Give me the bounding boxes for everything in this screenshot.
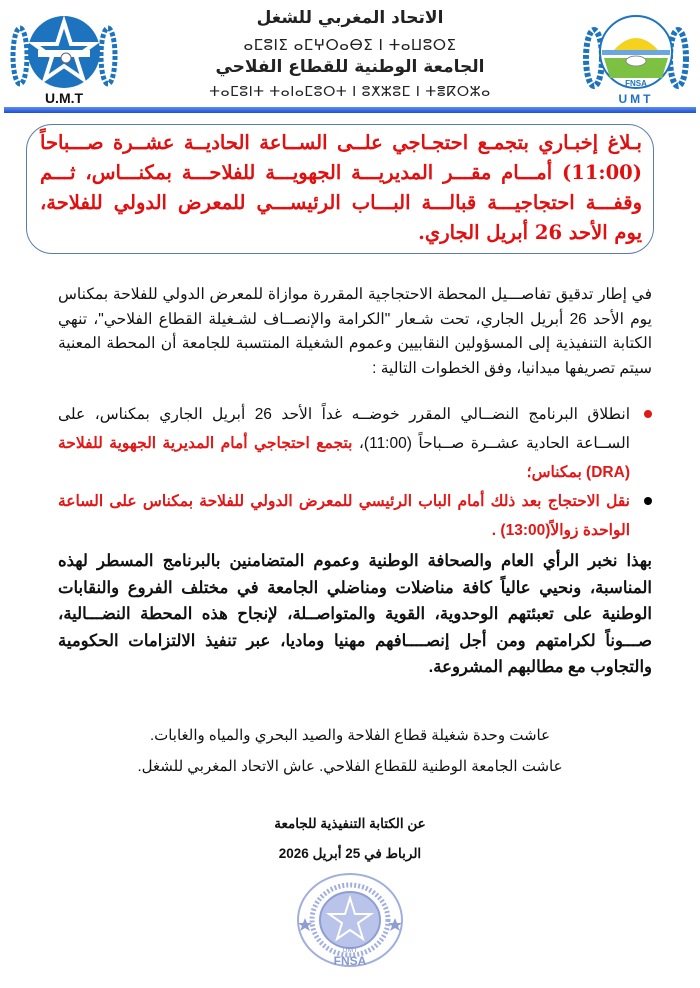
step-item <box>58 400 630 487</box>
stamp-umt-label: UMT <box>342 947 358 954</box>
federation-name-arabic: الجامعة الوطنية للقطاع الفلاحي <box>215 57 485 77</box>
federation-name-tifinagh: ⵜⴰⵎⵓⵏⵜ ⵜⴰⵏⴰⵎⵓⵔⵜ ⵏ ⵓⵅⵣⵓⵎ ⵏ ⵜⴻⴽⵔⵣⴰ <box>209 84 491 100</box>
step-highlight: نقل الاحتجاج بعد ذلك أمام الباب الرئيسي للمعرض الدولي للفلاحة بمكناس على الساعة الواحدة زوالاً(13:00) . <box>58 493 630 539</box>
bullet-icon <box>644 410 652 418</box>
intro-paragraph: في إطار تدقيق تفاصـــيل المحطة الاحتجاجية المقررة موازاة للمعرض الدولي للفلاحة بمكناس يوم الأحد 26 أبريل الجاري، تحت شـعار "الكرامة والإنصــاف لشـغيلة القطاع الفلاحي"، تنهي الكتابة التنفيذية إلى المسؤولين النقابيين وعموم الشغيلة المنتسبة للجامعة أن المحطة المعنية سيتم تصريفها ميدانيا، وفق الخطوات التالية : <box>58 286 652 377</box>
slogan-line: عاشت وحدة شغيلة قطاع الفلاحة والصيد البحري والمياه والغابات. <box>149 727 551 744</box>
fnsa-logo-label: FNSA <box>625 79 647 88</box>
step-highlight: بتجمع احتجاجي أمام المديرية الجهوية للفلاحة (DRA) بمكناس؛ <box>58 435 630 481</box>
signature-place-date: الرباط في 25 أبريل 2026 <box>278 846 422 861</box>
header-divider <box>4 107 696 113</box>
fnsa-logo-umt-label: UMT <box>618 92 654 106</box>
steps-list <box>58 400 630 545</box>
umt-logo-icon <box>8 6 120 106</box>
step-item <box>58 487 630 545</box>
slogan-line: عاشت الجامعة الوطنية للقطاع الفلاحي. عاش الاتحاد المغربي للشغل. <box>137 758 563 775</box>
announcement-title: بـلاغ إخبـاري بتجمـع احتجـاجي علــى الســاعة الحاديــة عشــرة صـــباحاً (11:00) أمـــام مقـــر المديريـــة الجهويـــة للفلاحـــة بمكنـــاس، ثـــم وقفـــة احتجاجيـــة قبالـــة البـــاب الرئيســـي للمعرض الدولي للفلاحة، يوم الأحد 26 أبريل الجاري. <box>40 131 642 244</box>
umt-logo-label: U.M.T <box>44 90 84 106</box>
bullet-icon <box>644 497 652 505</box>
stamp-icon <box>293 870 408 975</box>
step-text: انطلاق البرنامج النضــالي المقرر خوضــه غداً الأحد 26 أبريل الجاري بمكناس، على الســاعة الحادية عشــرة صــباحاً (11:00)، <box>58 406 630 452</box>
union-name-arabic: الاتحاد المغربي للشغل <box>256 8 444 28</box>
closing-paragraph: بهذا نخبر الرأي العام والصحافة الوطنية وعموم المتضامنين بالبرنامج المسطر لهذه المناسبة، ونحيي عالياً كافة مناضلات ومناضلي الجامعة في مختلف الفروع والنقابات الوطنية على تعبئتهم الوحدوية، القوية والمتواصــلة، لإنجاح هذه المحطة النضـــالية، صـــوناً لكرامتهم ومن أجل إنصــــافهم مهنيا وماديا، عبر تنفيذ الالتزامات الحكومية والتجاوب مع مطالبهم المشروعة. <box>58 552 652 676</box>
signature-issuer: عن الكتابة التنفيذية للجامعة <box>274 816 426 831</box>
stamp-fnsa-label: FNSA <box>333 954 367 968</box>
union-name-tifinagh: ⴰⵎⵓⵏⵉ ⴰⵎⵖⵔⴰⴱⵉ ⵏ ⵜⴰⵡⵓⵔⵉ <box>243 36 457 54</box>
fnsa-logo-icon <box>580 6 692 106</box>
